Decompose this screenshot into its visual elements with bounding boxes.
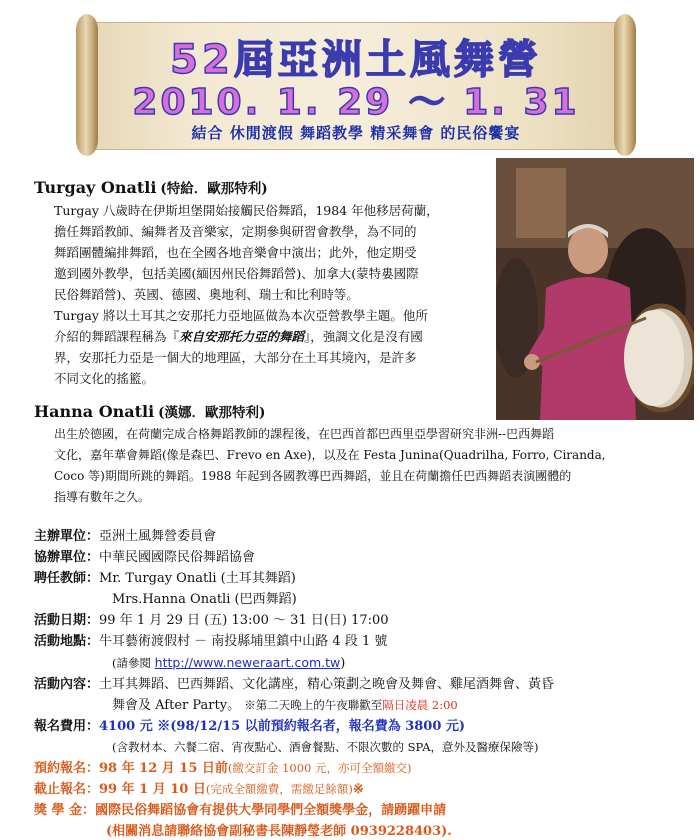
place-label: 活動地點： [34, 634, 100, 649]
organizer-row [34, 526, 554, 547]
deadline-value: 99 年 1 月 10 日 [99, 782, 206, 797]
turgay-line: 界，安那托力亞是一個大的地理區，大部分在土耳其境內，是許多 [54, 350, 417, 365]
info-block [34, 526, 554, 840]
ref-row [34, 652, 554, 674]
turgay-line: 邀到國外教學，包括美國(緬因州民俗舞蹈營)、加拿大(蒙特婁國際 [54, 266, 419, 281]
pre-register-note: (繳交訂金 1000 元，亦可全額繳交) [227, 761, 412, 775]
resort-link[interactable]: http://www.neweraart.com.tw [154, 655, 341, 670]
turgay-name-note: (特給．歐那特利) [160, 181, 268, 197]
deadline-label: 截止報名： [34, 782, 100, 797]
pre-register-label: 預約報名： [34, 761, 100, 776]
turgay-section [34, 177, 494, 389]
fee-row [34, 716, 554, 737]
scholarship-label: 獎 學 金： [34, 803, 96, 818]
pre-register-value: 98 年 12 月 15 日前 [99, 761, 228, 776]
content-value-2: 舞會及 After Party。 [112, 698, 241, 713]
teacher-row [34, 568, 554, 589]
title-banner [76, 14, 636, 156]
date-row [34, 610, 554, 631]
fee-note-row [34, 737, 554, 758]
drummer-photo [496, 158, 694, 420]
turgay-line: Turgay 八歲時在伊斯坦堡開始接觸民俗舞蹈，1984 年他移居荷蘭， [54, 203, 439, 218]
deadline-note: (完成全額繳費，需繳足餘額) [205, 782, 353, 796]
date-value: 99 年 1 月 29 日 (五) 13:00 ～ 31 日(日) 17:00 [99, 613, 389, 628]
event-dates: 2010. 1. 29 ～ 1. 31 [132, 82, 580, 123]
ref-prefix: (請參閱 [112, 656, 155, 670]
hanna-line: 指導有數年之久。 [54, 490, 151, 504]
content-label: 活動內容： [34, 677, 100, 692]
place-value: 牛耳藝術渡假村 － 南投縣埔里鎮中山路 4 段 1 號 [99, 634, 388, 649]
teacher-row-2 [34, 589, 554, 610]
deadline-mark: ※ [352, 782, 364, 797]
deadline-row [34, 779, 554, 800]
scholarship-note-row [34, 821, 554, 840]
turgay-line: Turgay 將以土耳其之安那托力亞地區做為本次亞營教學主題。他所 [54, 308, 428, 323]
fee-note: (含教材本、六餐二宿、宵夜點心、酒會餐點、不限次數的 SPA，意外及醫療保險等) [112, 740, 539, 754]
turgay-line [54, 326, 494, 347]
party-end-time: 隔日凌晨 2:00 [382, 698, 458, 712]
hanna-line: 文化，嘉年華會舞蹈(像是森巴、Frevo en Axe)，以及在 Festa Junina(Quadrilha, Forro, Ciranda, [54, 448, 606, 462]
fee-label: 報名費用： [34, 719, 100, 734]
scholarship-value: 國際民俗舞蹈協會有提供大學同學們全額獎學金，請踴躍申請 [95, 803, 447, 818]
turgay-line: 擔任舞蹈教師、編舞者及音樂家，定期參與研習會教學，為不同的 [54, 224, 417, 239]
scholarship-note: (相關消息請聯絡協會副秘書長陳靜瑩老師 0939228403). [106, 824, 452, 839]
content-row-2 [34, 695, 554, 716]
turgay-line: 民俗舞蹈營)、英國、德國、奧地利、瑞士和比利時等。 [54, 287, 359, 302]
pre-register-row [34, 758, 554, 779]
event-title: 52屆亞洲土風舞營 [170, 37, 542, 83]
turgay-text: 』，強調文化是沒有國 [304, 329, 423, 344]
scholarship-row [34, 800, 554, 821]
hanna-name-note: (漢娜．歐那特利) [158, 405, 266, 421]
hanna-name: Hanna Onatli [34, 402, 155, 421]
date-label: 活動日期： [34, 613, 100, 628]
organizer-label: 主辦單位： [34, 529, 100, 544]
teacher-1: Mr. Turgay Onatli (土耳其舞蹈) [99, 571, 296, 586]
turgay-line: 舞蹈團體編排舞蹈，也在全國各地音樂會中演出；此外，他定期受 [54, 245, 417, 260]
party-note: ※第二天晚上的午夜聯歡至 [244, 698, 383, 712]
fee-value: 4100 元 ※(98/12/15 以前預約報名者，報名費為 3800 元) [99, 719, 466, 734]
turgay-name: Turgay Onatli [34, 178, 157, 197]
hanna-line: 出生於德國，在荷蘭完成合格舞蹈教師的課程後，在巴西首都巴西里亞學習研究非洲--巴西舞蹈 [54, 427, 555, 441]
turgay-text: 介紹的舞蹈課程稱為『 [54, 329, 180, 344]
hanna-line: Coco 等)期間所跳的舞蹈。1988 年起到各國教導巴西舞蹈，並且在荷蘭擔任巴西舞蹈表演團體的 [54, 469, 572, 483]
content-row [34, 674, 554, 695]
course-name: 來自安那托力亞的舞蹈 [179, 329, 305, 344]
content-value: 土耳其舞蹈、巴西舞蹈、文化講座，精心策劃之晚會及舞會、雞尾酒舞會、黃昏 [99, 677, 555, 692]
ref-suffix: ) [340, 656, 346, 671]
teacher-2: Mrs.Hanna Onatli (巴西舞蹈) [112, 592, 297, 607]
place-row [34, 631, 554, 652]
co-organizer-label: 協辦單位： [34, 550, 100, 565]
event-tagline: 結合 休閒渡假 舞蹈教學 精采舞會 的民俗饗宴 [191, 124, 521, 142]
organizer-value: 亞洲土風舞營委員會 [99, 529, 217, 544]
teacher-label: 聘任教師： [34, 571, 100, 586]
co-organizer-value: 中華民國國際民俗舞蹈協會 [99, 550, 256, 565]
hanna-section [34, 401, 684, 508]
turgay-line: 不同文化的搖籃。 [54, 371, 155, 386]
co-organizer-row [34, 547, 554, 568]
